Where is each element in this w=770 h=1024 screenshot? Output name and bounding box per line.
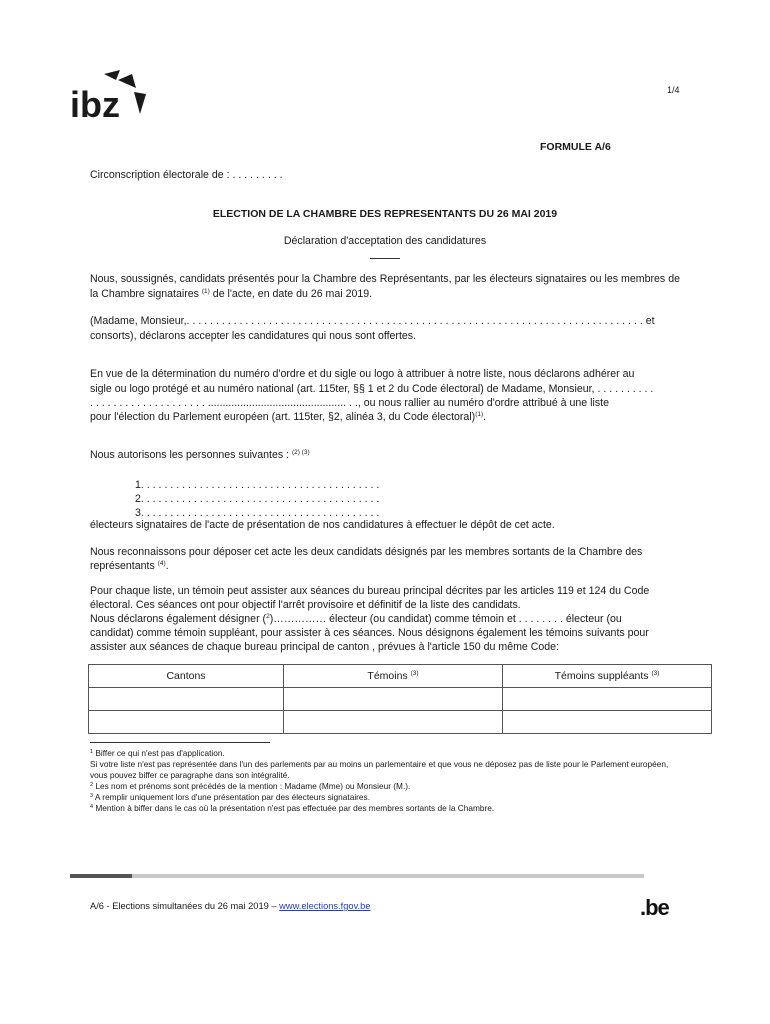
footnotes <box>90 748 680 814</box>
footnote-3: $^3$ A remplir uniquement lors d'une présentation par des électeurs signataires. <box>90 791 370 802</box>
paragraph-signatories: électeurs signataires de l'acte de présentation de nos candidatures à effectuer le dépôt de cet acte. <box>90 519 555 531</box>
paragraph-witness-line4: candidat) comme témoin suppléant, pour assister à ces séances. Nous désignons également les témoins suivants pour <box>90 627 649 639</box>
subtitle-rule <box>370 258 400 259</box>
table-row <box>89 711 712 734</box>
cell-suppleant-1[interactable] <box>503 688 712 711</box>
table-row <box>89 688 712 711</box>
footer-bar <box>70 874 644 878</box>
paragraph-recognize-line1: Nous reconnaissons pour déposer cet acte les deux candidats désignés par les membres sortants de la Chambre des <box>90 546 643 558</box>
paragraph-declaration: Nous, soussignés, candidats présentés pour la Chambre des Représentants, par les électeurs signataires ou les membres de la Chambre signataires $^{(1)}$ de l'acte, en date du 26 mai 2019. <box>90 273 680 300</box>
be-logo: .be <box>640 895 669 920</box>
ibz-logo <box>70 70 150 122</box>
page-number: 1/4 <box>667 85 680 95</box>
paragraph-number-line2: sigle ou logo protégé et au numéro national (art. 115ter, §§ 1 et 2 du Code électoral) de Madame, Monsieur, . . . . . . . . . . <box>90 383 654 395</box>
authorized-person-1: 1. . . . . . . . . . . . . . . . . . . . . . . . . . . . . . . . . . . . . . . . . <box>135 479 380 491</box>
ibz-logo-graphic <box>70 70 150 122</box>
elections-link[interactable]: www.elections.fgov.be <box>279 901 371 911</box>
document-subtitle: Déclaration d'acceptation des candidatures <box>283 235 487 247</box>
paragraph-acceptance-line1: (Madame, Monsieur,. . . . . . . . . . . . . . . . . . . . . . . . . . . . . . . . . . . . . . . . . . . . . . . . . . . . . . . . . . . . . . . . . . . . . . . . . . . . . . et <box>90 315 655 327</box>
paragraph-witness-line1: Pour chaque liste, un témoin peut assister aux séances du bureau principal décrites par les articles 119 et 124 du Code <box>90 585 650 597</box>
cell-temoin-2[interactable] <box>284 711 503 734</box>
paragraph-witness-line5: assister aux séances de chaque bureau principal de canton , prévues à l'article 150 du même Code: <box>90 641 560 653</box>
header-cantons: Cantons <box>89 665 284 688</box>
cell-canton-2[interactable] <box>89 711 284 734</box>
paragraph-witness-line3: Nous déclarons également désigner ($^2$)…………… électeur (ou candidat) comme témoin et . . . . . . . . électeur (ou <box>90 613 622 625</box>
table-header-row <box>89 665 712 688</box>
paragraph-number-line1: En vue de la détermination du numéro d'ordre et du sigle ou logo à attribuer à notre liste, nous déclarons adhérer au <box>90 368 635 380</box>
footnote-4: $^4$ Mention à biffer dans le cas où la présentation n'est pas effectuée par des membres sortants de la Chambre. <box>90 802 495 813</box>
header-temoins: Témoins $^{(3)}$ <box>284 665 503 688</box>
authorized-person-3: 3. . . . . . . . . . . . . . . . . . . . . . . . . . . . . . . . . . . . . . . . . <box>135 507 380 519</box>
footnote-2: $^2$ Les nom et prénoms sont précédés de la mention : Madame (Mme) ou Monsieur (M.). <box>90 780 411 791</box>
cantons-table <box>88 664 712 734</box>
footnote-1-detail: Si votre liste n'est pas représentée dans l'un des parlements par au moins un parlementaire et que vous ne déposez pas de liste pour le Parlement européen, vous pouvez biffer ce paragraphe dans son intégralité. <box>90 758 669 780</box>
ibz-logo-text: ibz <box>70 84 120 122</box>
document-title: ELECTION DE LA CHAMBRE DES REPRESENTANTS DU 26 MAI 2019 <box>212 208 558 220</box>
paragraph-authorize: Nous autorisons les personnes suivantes : $^{(2) (3)}$ <box>90 449 310 461</box>
paragraph-recognize-line2: représentants $^{(4)}$. <box>90 560 169 572</box>
authorized-person-2: 2. . . . . . . . . . . . . . . . . . . . . . . . . . . . . . . . . . . . . . . . . <box>135 493 380 505</box>
paragraph-number-line3: . . . . . . . . . . . . . . . . . . . . ............................................... . ., ou nous rallier au numéro d'ordre attribué à une liste <box>90 397 609 409</box>
cell-temoin-1[interactable] <box>284 688 503 711</box>
footnote-divider <box>90 742 270 743</box>
header-temoins-suppleants: Témoins suppléants $^{(3)}$ <box>503 665 712 688</box>
footer-text: A/6 - Elections simultanées du 26 mai 2019 – www.elections.fgov.be <box>90 901 371 911</box>
paragraph-acceptance-line2: consorts), déclarons accepter les candidatures qui nous sont offertes. <box>90 330 417 342</box>
footnote-1: $^1$ Biffer ce qui n'est pas d'application. <box>90 748 225 758</box>
cell-canton-1[interactable] <box>89 688 284 711</box>
circonscription-line: Circonscription électorale de : . . . . . . . . . <box>90 169 283 181</box>
paragraph-witness-line2: électoral. Ces séances ont pour objectif l'arrêt provisoire et définitif de la liste des candidats. <box>90 599 521 611</box>
footer-bar-accent <box>70 874 132 878</box>
cell-suppleant-2[interactable] <box>503 711 712 734</box>
form-code: FORMULE A/6 <box>540 141 611 153</box>
paragraph-number-line4: pour l'élection du Parlement européen (art. 115ter, §2, alinéa 3, du Code électoral)$^{(1)}$. <box>90 411 487 423</box>
